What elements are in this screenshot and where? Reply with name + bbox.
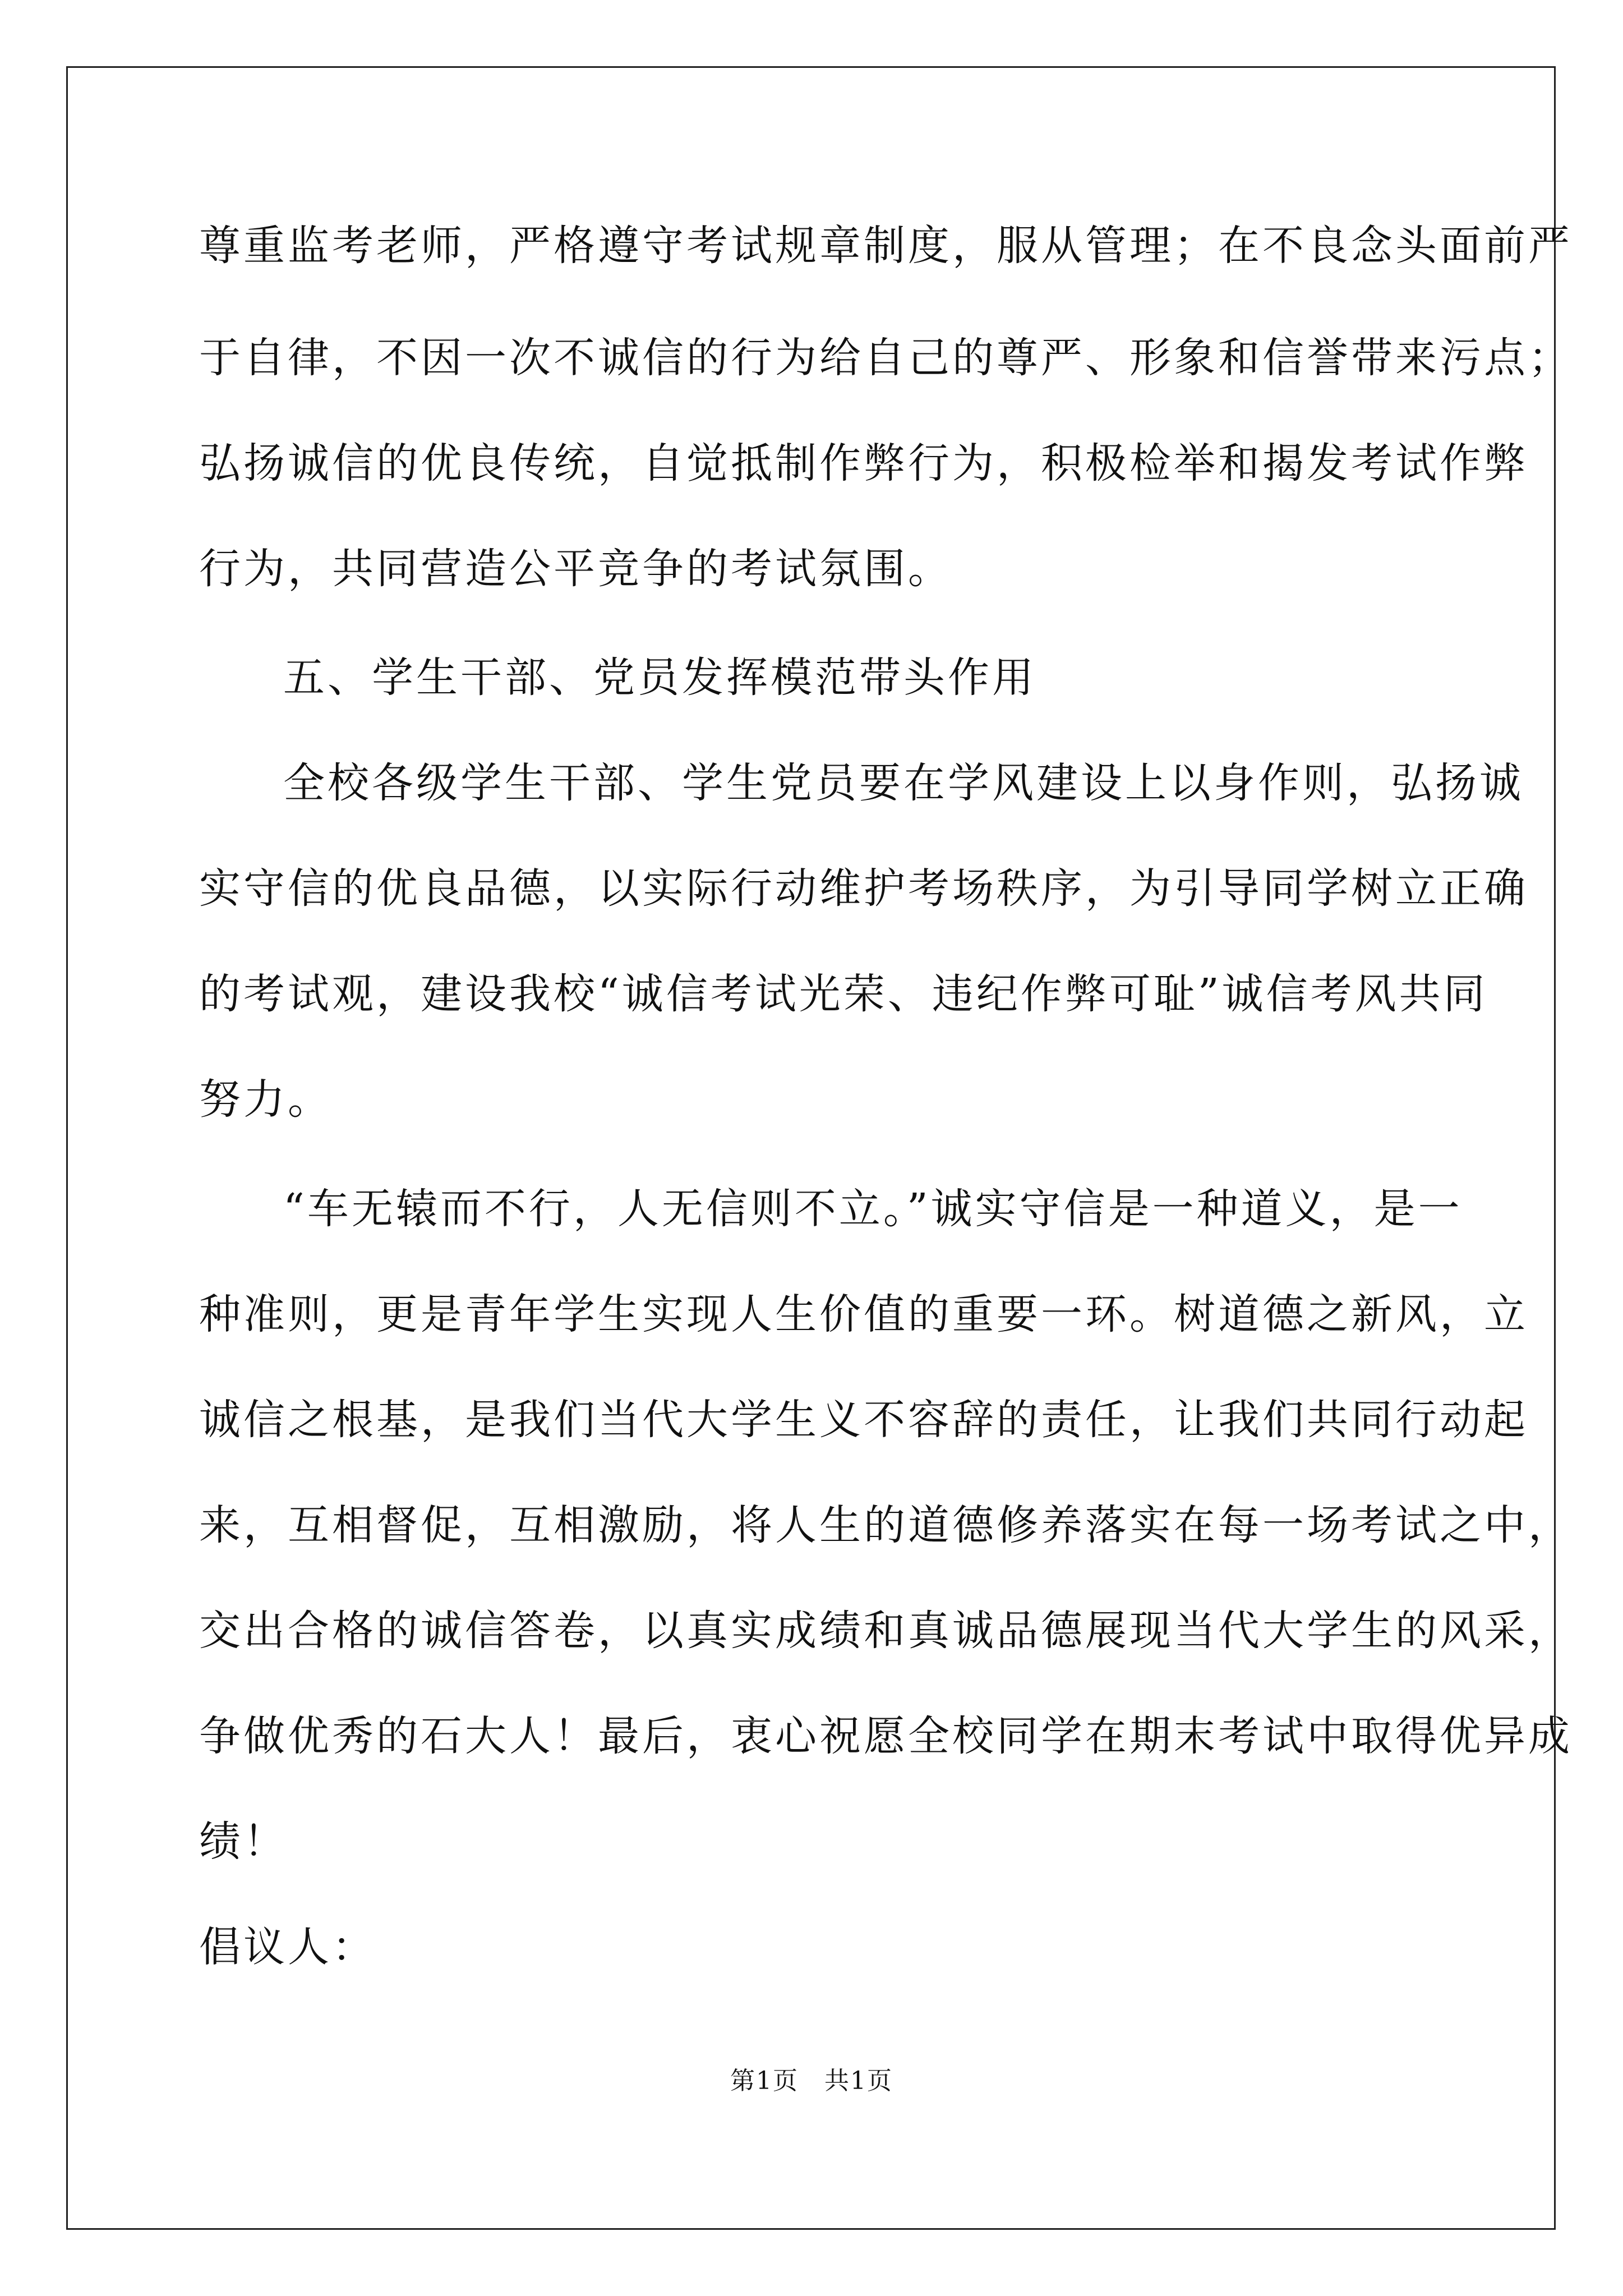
- body-line: 于自律，不因一次不诚信的行为给自己的尊严、形象和信誉带来污点；: [199, 334, 1573, 382]
- body-line: 绩！: [199, 1818, 288, 1866]
- body-line: 诚信之根基，是我们当代大学生义不容辞的责任，让我们共同行动起: [199, 1396, 1528, 1444]
- body-line: 努力。: [199, 1075, 332, 1124]
- body-line: 交出合格的诚信答卷，以真实成绩和真诚品德展现当代大学生的风采，: [199, 1607, 1573, 1655]
- body-line: 实守信的优良品德，以实际行动维护考场秩序，为引导同学树立正确: [199, 864, 1528, 913]
- body-line: 弘扬诚信的优良传统，自觉抵制作弊行为，积极检举和揭发考试作弊: [199, 439, 1528, 487]
- body-line: 来，互相督促，互相激励，将人生的道德修养落实在每一场考试之中，: [199, 1501, 1573, 1549]
- body-line: “车无辕而不行，人无信则不立。”诚实守信是一种道义，是一: [283, 1185, 1463, 1233]
- body-line: 争做优秀的石大人！最后，衷心祝愿全校同学在期末考试中取得优异成: [199, 1712, 1573, 1760]
- signature-label: 倡议人：: [199, 1923, 376, 1971]
- section-heading: 五、学生干部、党员发挥模范带头作用: [283, 654, 1036, 702]
- body-line: 行为，共同营造公平竞争的考试氛围。: [199, 545, 952, 593]
- body-line: 全校各级学生干部、学生党员要在学风建设上以身作则，弘扬诚: [283, 759, 1524, 807]
- body-line: 尊重监考老师，严格遵守考试规章制度，服从管理；在不良念头面前严: [199, 222, 1573, 270]
- body-line: 的考试观，建设我校“诚信考试光荣、违纪作弊可耻”诚信考风共同: [199, 970, 1488, 1018]
- body-line: 种准则，更是青年学生实现人生价值的重要一环。树道德之新风，立: [199, 1290, 1528, 1338]
- page-number-footer: 第1页 共1页: [730, 2067, 893, 2095]
- page-border: [66, 66, 1556, 2230]
